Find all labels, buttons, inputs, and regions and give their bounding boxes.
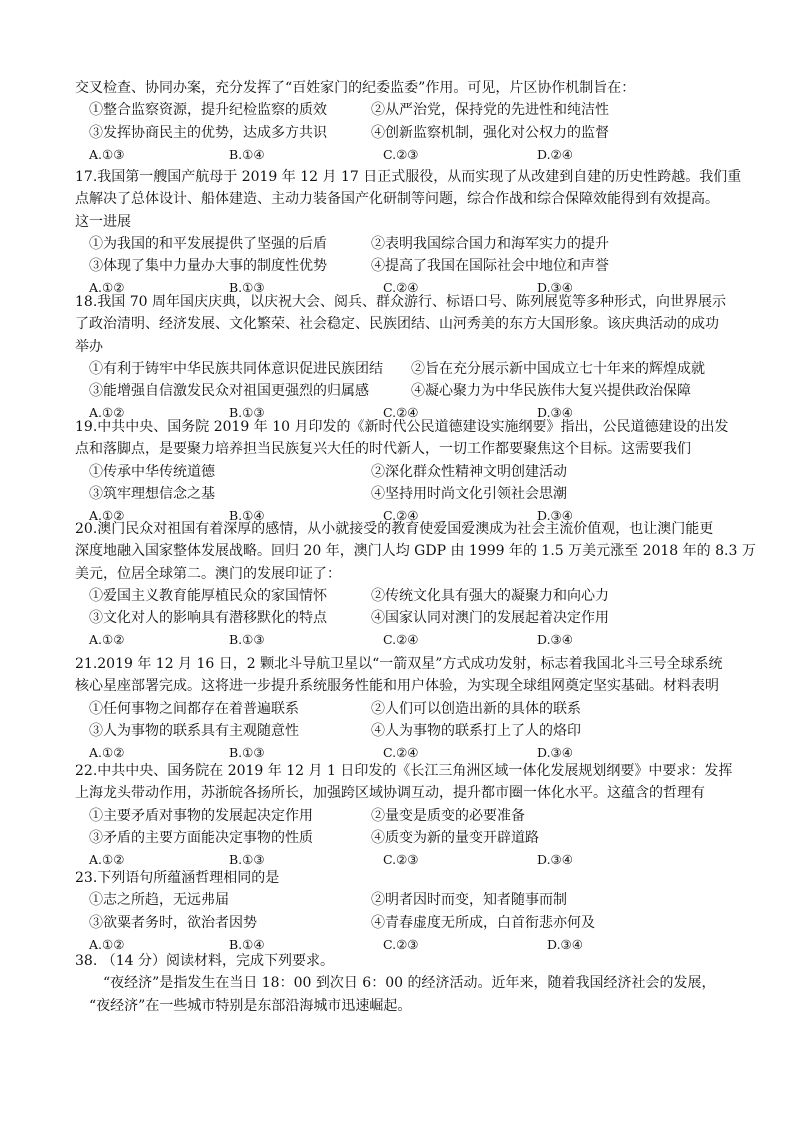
answer-choice: B.①④: [229, 508, 265, 524]
answer-choice: B.①③: [229, 632, 265, 648]
option: ③矛盾的主要方面能决定事物的性质: [89, 829, 313, 846]
question-stem-line: 18.我国 70 周年国庆庆典，以庆祝大会、阅兵、群众游行、标语口号、陈列展览等多种形式，向世界展示: [75, 294, 726, 310]
option: ④质变为新的量变开辟道路: [371, 829, 539, 846]
answer-choice: B.①③: [229, 745, 265, 761]
option: ①爱国主义教育能厚植民众的家国情怀: [89, 587, 327, 604]
answer-choice: C.②④: [383, 745, 419, 761]
option: ③体现了集中力量办大事的制度性优势: [89, 258, 327, 275]
question-23: [75, 867, 735, 956]
options-row: [75, 805, 735, 827]
option: ①有利于铸牢中华民族共同体意识促进民族团结: [89, 360, 383, 377]
option: ②人们可以创造出新的具体的联系: [371, 700, 581, 717]
option: ②表明我国综合国力和海军实力的提升: [371, 235, 609, 252]
answer-choice: A.①②: [89, 508, 125, 524]
question-stem-line: 23.下列语句所蕴涵哲理相同的是: [75, 870, 280, 886]
question-stem-line: 点解决了总体设计、船体建造、主动力装备国产化研制等问题，综合作战和综合保障效能得到有效提高。: [75, 191, 719, 208]
option: ①志之所趋，无远弗届: [89, 892, 229, 909]
answer-choice: D.③④: [537, 508, 573, 524]
question-20: [75, 518, 756, 652]
option: ④坚持用时尚文化引领社会思潮: [371, 485, 567, 502]
answer-choice: C.②④: [383, 280, 419, 296]
option: ①任何事物之间都存在着普遍联系: [89, 700, 299, 717]
answer-choice: A.①②: [89, 632, 125, 648]
options-row: [75, 827, 735, 849]
answer-row: [75, 629, 735, 651]
options-row: [75, 380, 735, 402]
options-row: [75, 912, 735, 934]
option: ④人为事物的联系打上了人的烙印: [371, 722, 581, 739]
option: ④国家认同对澳门的发展起着决定作用: [371, 610, 609, 627]
material-paragraph-line: “夜经济”在一些城市特别是东部沿海城市迅速崛起。: [89, 997, 412, 1014]
options-row: [75, 889, 735, 911]
option: ④提高了我国在国际社会中地位和声誉: [371, 258, 609, 275]
option: ③筑牢理想信念之基: [89, 485, 215, 502]
question-stem-line: 21.2019 年 12 月 16 日，2 颗北斗导航卫星以“一箭双星”方式成功发射，标志着我国北斗三号全球系统: [75, 656, 723, 672]
option: ③能增强自信激发民众对祖国更强烈的归属感: [89, 383, 369, 400]
answer-choice: A.①②: [89, 745, 125, 761]
option: ②传统文化具有强大的凝聚力和向心力: [371, 587, 609, 604]
option: ①传承中华传统道德: [89, 463, 215, 480]
question-stem-line: 交叉检查、协同办案，充分发挥了“百姓家门的纪委监委”作用。可见，片区协作机制旨在：: [75, 80, 636, 96]
option: ②量变是质变的必要准备: [371, 807, 525, 824]
option: ③人为事物的联系具有主观随意性: [89, 722, 299, 739]
answer-choice: B.①④: [229, 146, 265, 162]
answer-choice: B.①③: [229, 852, 265, 868]
question-stem-line: 22.中共中央、国务院在 2019 年 12 月 1 日印发的《长江三角洲区域一体化发展规划纲要》中要求：发挥: [75, 763, 733, 779]
options-row: [75, 607, 735, 629]
question-stem-line: 了政治清明、经济发展、文化繁荣、社会稳定、民族团结、山河秀美的东方大国形象。该庆典活动的成功: [75, 316, 719, 333]
question-22: [75, 760, 735, 871]
answer-choice: A.①③: [89, 146, 125, 162]
option: ①主要矛盾对事物的发展起决定作用: [89, 807, 313, 824]
option: ②明者因时而变，知者随事而制: [371, 892, 567, 909]
options-row: [75, 233, 735, 255]
options-row: [75, 255, 735, 277]
answer-choice: D.③④: [537, 405, 573, 421]
options-row: [75, 483, 735, 505]
option: ④青春虚度无所成，白首衔悲亦何及: [371, 914, 595, 931]
options-row: [75, 720, 735, 742]
answer-choice: B.①④: [229, 936, 265, 952]
answer-choice: B.①③: [229, 405, 265, 421]
question-17: [75, 166, 742, 300]
answer-row: [75, 144, 735, 166]
options-row: [75, 99, 735, 121]
answer-choice: C.②④: [383, 405, 419, 421]
answer-choice: D.③④: [537, 280, 573, 296]
answer-choice: A.①②: [89, 405, 125, 421]
question-stem-line: 17.我国第一艘国产航母于 2019 年 12 月 17 日正式服役，从而实现了从改建到自建的历史性跨越。我们重: [75, 169, 742, 185]
answer-choice: C.②③: [383, 936, 419, 952]
option: ④凝心聚力为中华民族伟大复兴提供政治保障: [411, 383, 691, 400]
options-row: [75, 585, 735, 607]
question-stem-line: 深度地融入国家整体发展战略。回归 20 年，澳门人均 GDP 由 1999 年的 1.5 万美元涨至 2018 年的 8.3 万: [75, 543, 756, 560]
question-19: [75, 416, 735, 527]
question-stem-line: 核心星座部署完成。这将进一步提升系统服务性能和用户体验，为实现全球组网奠定坚实基础。材料表明: [75, 678, 719, 695]
answer-choice: D.③④: [537, 852, 573, 868]
option: ③欲粟者务时，欲治者因势: [89, 914, 257, 931]
answer-choice: C.②③: [383, 852, 419, 868]
answer-choice: A.①②: [89, 852, 125, 868]
answer-choice: D.③④: [537, 745, 573, 761]
answer-choice: D.③④: [537, 632, 573, 648]
question-stem-line: 19.中共中央、国务院 2019 年 10 月印发的《新时代公民道德建设实施纲要》指出，公民道德建设的出发: [75, 419, 729, 435]
question-stem-line: 这一进展: [75, 213, 131, 230]
answer-choice: A.①②: [89, 280, 125, 296]
options-row: [75, 461, 735, 483]
answer-choice: D.③④: [547, 936, 583, 952]
question-stem-line: 上海龙头带动作用，苏浙皖各扬所长，加强跨区域协调互动，提升都市圈一体化水平。这蕴含的哲理有: [75, 785, 705, 802]
answer-choice: C.②③: [383, 146, 419, 162]
option: ②深化群众性精神文明创建活动: [371, 463, 567, 480]
question-stem-line: 20.澳门民众对祖国有着深厚的感情，从小就接受的教育使爱国爱澳成为社会主流价值观，也让澳门能更: [75, 521, 714, 537]
material-paragraph-line: “夜经济”是指发生在当日 18：00 到次日 6：00 的经济活动。近年来，随着我国经济社会的发展，: [103, 975, 716, 992]
question-heading: 38. （14 分）阅读材料，完成下列要求。: [75, 953, 334, 969]
option: ②从严治党，保持党的先进性和纯洁性: [371, 102, 609, 119]
answer-choice: B.①③: [229, 280, 265, 296]
options-row: [75, 358, 735, 380]
option: ①为我国的和平发展提供了坚强的后盾: [89, 235, 327, 252]
answer-choice: C.②④: [383, 632, 419, 648]
question-stem-line: 点和落脚点，是要聚力培养担当民族复兴大任的时代新人，一切工作都要聚焦这个目标。这需要我们: [75, 441, 691, 458]
answer-choice: A.①②: [89, 936, 125, 952]
options-row: [75, 122, 735, 144]
question-stem-line: 美元，位居全球第二。澳门的发展印证了：: [75, 565, 341, 582]
option: ③发挥协商民主的优势，达成多方共识: [89, 124, 327, 141]
option: ②旨在充分展示新中国成立七十年来的辉煌成就: [411, 360, 705, 377]
question-16-tail: [75, 77, 735, 166]
answer-choice: C.②④: [383, 508, 419, 524]
options-row: [75, 698, 735, 720]
question-38: [75, 950, 735, 1017]
option: ④创新监察机制，强化对公权力的监督: [371, 124, 609, 141]
question-stem-line: 举办: [75, 338, 103, 355]
question-21: [75, 653, 735, 764]
answer-choice: D.②④: [537, 146, 573, 162]
option: ①整合监察资源，提升纪检监察的质效: [89, 102, 327, 119]
option: ③文化对人的影响具有潜移默化的特点: [89, 610, 327, 627]
question-18: [75, 291, 735, 425]
